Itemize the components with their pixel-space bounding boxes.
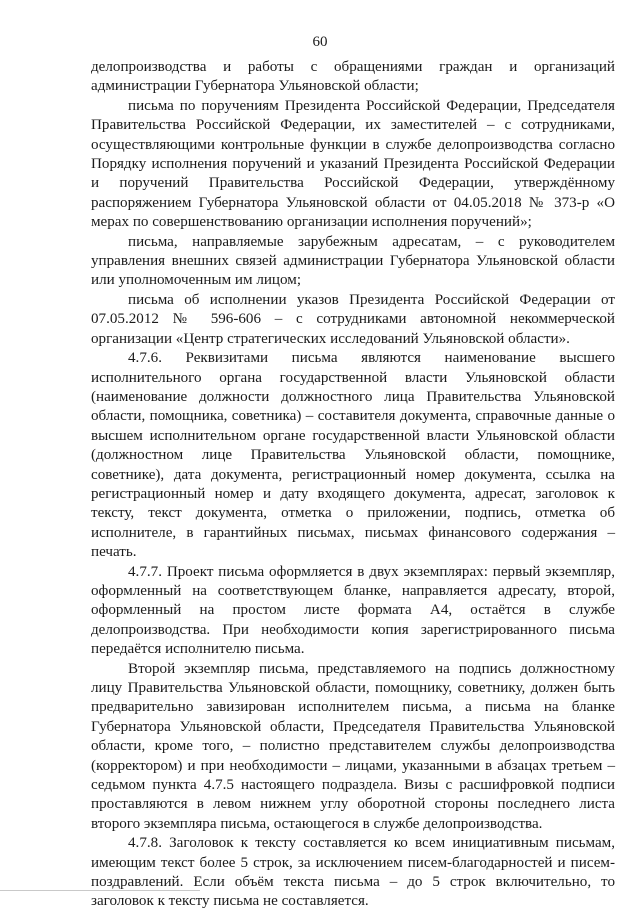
- paragraph: 4.7.8. Заголовок к тексту составляется ко всем инициативным письмам, имеющим текст более 5 строк, за исключением писем-благодарностей и писем-поздравлений. Если объём текста письма – до 5 строк включительно, то заголовок к тексту письма не составляется.: [91, 835, 615, 910]
- paragraph: письма по поручениям Президента Российской Федерации, Председателя Правительства Российской Федерации, их заместителей – с сотрудниками, осуществляющими контрольные функции в службе делопроизводства согласно Порядку исполнения поручений и указаний Президента Российской Федерации и поручений Правительства Российской Федерации, утверждённому распоряжением Губернатора Ульяновской области от 04.05.2018 № 373-р «О мерах по совершенствованию организации исполнения поручений»;: [91, 97, 615, 231]
- paragraph: Второй экземпляр письма, представляемого на подпись должностному лицу Правительства Ульяновской области, помощнику, советнику, должен быть предварительно завизирован исполнителем письма, а письма на бланке Губернатора Ульяновской области, Председателя Правительства Ульяновской области, кроме того, – полистно представителем службы делопроизводства (корректором) и при необходимости – лицами, указанными в абзацах третьем – седьмом пункта 4.7.5 настоящего подраздела. Визы с расшифровкой подписи проставляются в левом нижнем углу оборотной стороны последнего листа второго экземпляра письма, остающегося в службе делопроизводства.: [91, 660, 615, 832]
- scan-edge-mark: [0, 890, 200, 891]
- paragraph: письма, направляемые зарубежным адресатам, – с руководителем управления внешних связей администрации Губернатора Ульяновской области или уполномоченным им лицом;: [91, 233, 615, 289]
- paragraph: письма об исполнении указов Президента Российской Федерации от 07.05.2012 № 596-606 – с сотрудниками автономной некоммерческой организации «Центр стратегических исследований Ульяновской области».: [91, 291, 615, 347]
- document-body: [91, 58, 615, 912]
- paragraph: делопроизводства и работы с обращениями граждан и организаций администрации Губернатора Ульяновской области;: [91, 59, 615, 95]
- paragraph: 4.7.7. Проект письма оформляется в двух экземплярах: первый экземпляр, оформленный на соответствующем бланке, направляется адресату, второй, оформленный на простом листе формата А4, остаётся в службе делопроизводства. При необходимости копия зарегистрированного письма передаётся исполнителю письма.: [91, 563, 615, 658]
- paragraph: 4.7.6. Реквизитами письма являются наименование высшего исполнительного органа государственной власти Ульяновской области (наименование должности должностного лица Правительства Ульяновской области, помощника, советника) – составителя документа, справочные данные о высшем исполнительном органе государственной власти Ульяновской области (должностном лице Правительства Ульяновской области, помощнике, советнике), дата документа, регистрационный номер документа, ссылка на регистрационный номер и дату входящего документа, адресат, заголовок к тексту, текст документа, отметка о приложении, подпись, отметка об исполнителе, в гарантийных письмах, письмах финансового содержания – печать.: [91, 350, 615, 561]
- page-number: 60: [312, 34, 328, 50]
